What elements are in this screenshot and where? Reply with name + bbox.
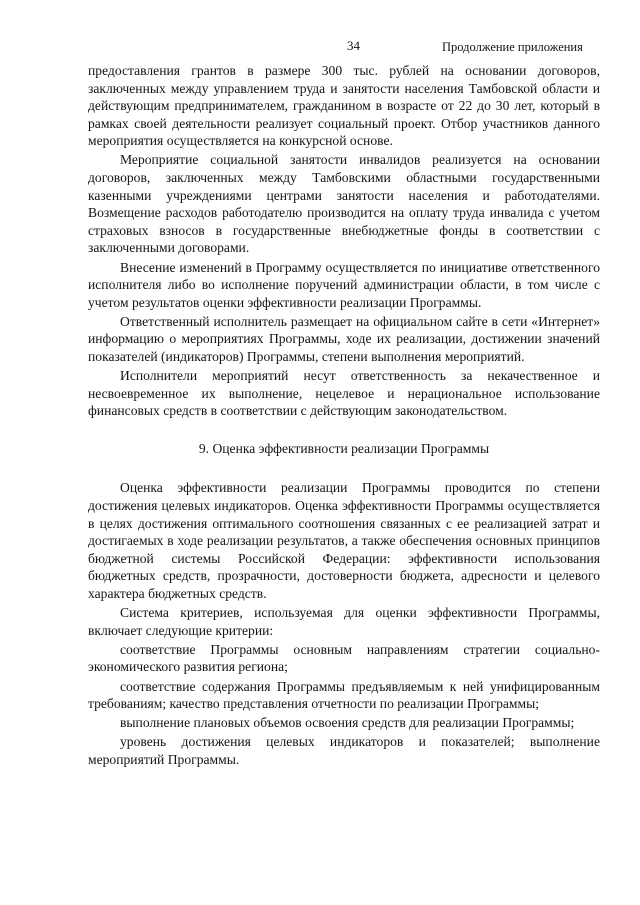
criterion-funds-utilization: выполнение плановых объемов освоения средств для реализации Программы;	[120, 715, 575, 731]
paragraph-executor-responsibility: Исполнители мероприятий несут ответственность за некачественное и несвоевременное их выполнение, нецелевое и нерациональное использование финансовых средств в соответствии с действующим законодательством.	[88, 368, 600, 419]
paragraph-efficiency-assessment: Оценка эффективности реализации Программы проводится по степени достижения целевых индикаторов. Оценка эффективности Программы осуществляется в целях достижения оптимального соотношения связанных с ее реализацией затрат и достигаемых в ходе реализации результатов, а также обеспечения основных принципов бюджетной системы Российской Федерации: эффективности использования бюджетных средств, прозрачности, достоверности бюджета, адресности и целевого характера бюджетных средств.	[88, 480, 600, 602]
paragraph-program-changes: Внесение изменений в Программу осуществляется по инициативе ответственного исполнителя либо во исполнение поручений администрации области, в том числе с учетом результатов оценки эффективности реализации Программы.	[88, 259, 600, 310]
paragraph-website-publication: Ответственный исполнитель размещает на официальном сайте в сети «Интернет» информацию о мероприятиях Программы, ходе их реализации, достижении значений показателей (индикаторов) Программы, степени выполнения мероприятий.	[88, 313, 600, 364]
section-heading: 9. Оценка эффективности реализации Программы	[198, 440, 490, 456]
paragraph-disabled-employment: Мероприятие социальной занятости инвалидов реализуется на основании договоров, заключенных между Тамбовскими областными государственными казенными учреждениями центрами занятости населения и работодателями. Возмещение расходов работодателю производится на оплату труда инвалида с учетом страховых взносов в государственные внебюджетные фонды в соответствии с заключенными договорами.	[88, 152, 600, 256]
paragraph-grants-continuation: предоставления грантов в размере 300 тыс. рублей на основании договоров, заключенных между управлением труда и занятости населения Тамбовской области и действующим предпринимателем, гражданином в возрасте от 22 до 30 лет, который в рамках своей деятельности реализует социальный проект. Отбор участников данного мероприятия осуществляется на конкурсной основе.	[88, 63, 600, 149]
paragraph-criteria-system: Система критериев, используемая для оценки эффективности Программы, включает следующие критерии:	[88, 605, 600, 638]
running-header: Продолжение приложения	[442, 40, 583, 54]
document-body	[88, 62, 600, 770]
criterion-indicators-achievement: уровень достижения целевых индикаторов и показателей; выполнение мероприятий Программы.	[88, 734, 600, 767]
page-number: 34	[347, 38, 360, 53]
criterion-strategy-compliance: соответствие Программы основным направлениям стратегии социально-экономического развития региона;	[88, 641, 600, 675]
criterion-content-compliance: соответствие содержания Программы предъявляемым к ней унифицированным требованиям; качество представления отчетности по реализации Программы;	[88, 678, 600, 712]
